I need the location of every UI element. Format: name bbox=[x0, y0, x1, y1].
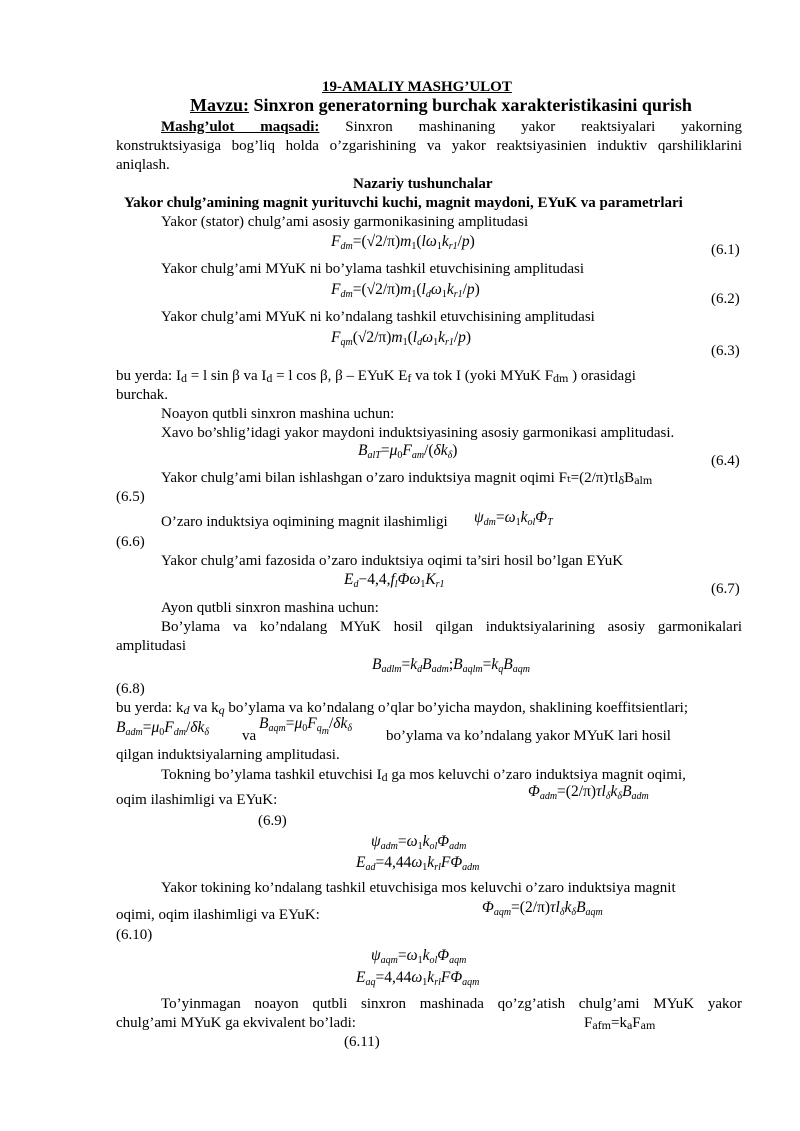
goal-line-2: konstruktsiyasiga bog’liq holda o’zgarishining va yakor reaktsiyasinien induktiv qarshiliklarini bbox=[116, 138, 742, 154]
equation-6-3: $F_{qm}(√2/\pi)m_1(l_d\omega_1k_{r1}/p)$ bbox=[331, 329, 472, 348]
section-title: Nazariy tushunchalar bbox=[353, 176, 493, 192]
text-flux-linkage: O’zaro induktsiya oqimining magnit ilashimligi bbox=[161, 514, 448, 530]
equation-number: (6.8) bbox=[116, 681, 145, 697]
text-induction-harmonics: Bo’ylama va ko’ndalang MYuK hosil qilgan induktsiyalarining asosiy garmonikalari bbox=[161, 619, 742, 635]
equation-6-11: $F_{afm}=k_aF_{am}$ bbox=[584, 1015, 656, 1032]
equation-number: (6.3) bbox=[711, 343, 740, 359]
goal-line-3: aniqlash. bbox=[116, 157, 170, 173]
equation-number: (6.2) bbox=[711, 291, 740, 307]
text-flux-emf: oqim ilashimligi va EYuK: bbox=[116, 792, 278, 808]
topic-label: Mavzu: bbox=[190, 95, 249, 115]
text-airgap-induction: Xavo bo’shlig’idagi yakor maydoni induktsiyasining asosiy garmonikasi amplitudasi. bbox=[161, 425, 675, 441]
goal-label: Mashg’ulot maqsadi: bbox=[161, 119, 320, 135]
text-transverse-amplitude: Yakor chulg’ami MYuK ni ko’ndalang tashkil etuvchisining amplitudasi bbox=[161, 309, 595, 325]
text-equivalent: chulg’ami MYuK ga ekvivalent bo’ladi: bbox=[116, 1015, 356, 1031]
text-stator-amplitude: Yakor (stator) chulg’ami asosiy garmonikasining amplitudasi bbox=[161, 214, 529, 230]
text-emf-phase: Yakor chulg’ami fazosida o’zaro induktsiya oqimi ta’siri hosil bo’lgan EYuK bbox=[161, 553, 624, 569]
equation-6-4: $B_{alT}=\mu_0F_{am}/(\delta k_\delta)$ bbox=[358, 442, 458, 461]
text-where-currents: bu yerda: $I_d = l$ sin β va $I_d = l$ cos β, β – EYuK $E_f$ va tok I (yoki MYuK $F_{dm}$ ) orasidagi bbox=[116, 368, 636, 385]
equation-e-ad: $E_{ad}=4,44\omega_1k_{rl}F\Phi_{adm}$ bbox=[356, 854, 480, 873]
equation-number: (6.11) bbox=[344, 1034, 380, 1050]
text-transverse-current: Yakor tokining ko’ndalang tashkil etuvchisiga mos keluvchi o’zaro induktsiya magnit bbox=[161, 880, 676, 896]
equation-phi-adm: $\Phi_{adm}=(2/\pi)\tau l_\delta k_\delta B_{adm}$ bbox=[528, 783, 649, 802]
equation-6-1: $F_{dm}=(√2/\pi)m_1(l\omega_1k_{r1}/p)$ bbox=[331, 233, 475, 252]
text-longitudinal-current: Tokning bo’ylama tashkil etuvchisi $I_d$ ga mos keluvchi o’zaro induktsiya magnit oqimi, bbox=[161, 767, 686, 784]
equation-e-aq: $E_{aq}=4,44\omega_1k_{rl}F\Phi_{aqm}$ bbox=[356, 969, 480, 988]
text-mutual-flux: Yakor chulg’ami bilan ishlashgan o’zaro induktsiya magnit oqimi $F_t=(2/\pi)\tau l_\delta B_{alm}$ bbox=[161, 470, 653, 487]
equation-number: (6.1) bbox=[711, 242, 740, 258]
text-salient-machine: Ayon qutbli sinxron mashina uchun: bbox=[161, 600, 379, 616]
equation-baqm: $B_{aqm}=\mu_0F_{q_m}/\delta k_\delta$ bbox=[259, 715, 352, 737]
text-flux-emf-q: oqimi, oqim ilashimligi va EYuK: bbox=[116, 907, 320, 923]
topic-text: Sinxron generatorning burchak xarakteristikasini qurish bbox=[248, 95, 692, 115]
equation-number: (6.5) bbox=[116, 489, 145, 505]
equation-number: (6.6) bbox=[116, 534, 145, 550]
equation-psi-adm: $\psi_{adm}=\omega_1k_{ol}\Phi_{adm}$ bbox=[371, 833, 467, 852]
text-amplitude: amplitudasi bbox=[116, 638, 186, 654]
text-field-coefficients: bu yerda: $k_d$ va $k_q$ bo’ylama va ko’ndalang o’qlar bo’yicha maydon, shaklining koeffitsientlari; bbox=[116, 700, 689, 717]
text-longitudinal-amplitude: Yakor chulg’ami MYuK ni bo’ylama tashkil etuvchisining amplitudasi bbox=[161, 261, 585, 277]
text-and: va bbox=[242, 728, 257, 744]
equation-number: (6.10) bbox=[116, 927, 153, 943]
equation-number: (6.9) bbox=[258, 813, 287, 829]
equation-psi-aqm: $\psi_{aqm}=\omega_1k_{ol}\Phi_{aqm}$ bbox=[371, 947, 467, 966]
text-induction-amplitude: qilgan induktsiyalarning amplitudasi. bbox=[116, 747, 340, 763]
practice-heading: 19-AMALIY MASHG’ULOT bbox=[322, 79, 512, 95]
equation-phi-aqm: $\Phi_{aqm}=(2/\pi)\tau l_\delta k_\delta B_{aqm}$ bbox=[482, 899, 603, 918]
equation-badm: $B_{adm}=\mu_0F_{dm}/\delta k_\delta$ bbox=[116, 719, 209, 738]
text-nonsalient-machine: Noayon qutbli sinxron mashina uchun: bbox=[161, 406, 395, 422]
equation-6-8: $B_{adlm}=k_dB_{adm};B_{aqlm}=k_qB_{aqm}$ bbox=[372, 656, 530, 675]
equation-number: (6.7) bbox=[711, 581, 740, 597]
equation-6-6: $\psi_{dm}=\omega_1k_{ol}\Phi_T$ bbox=[474, 509, 553, 528]
topic-line bbox=[190, 96, 692, 115]
section-subtitle: Yakor chulg’amining magnit yurituvchi kuchi, magnit maydoni, EYuK va parametrlari bbox=[124, 195, 683, 211]
goal-text-1: Sinxron mashinaning yakor reaktsiyalari yakorning bbox=[319, 119, 742, 135]
text-unsaturated-machine: To’yinmagan noayon qutbli sinxron mashinada qo’zg’atish chulg’ami MYuK yakor bbox=[161, 996, 742, 1012]
text-angle: burchak. bbox=[116, 387, 169, 403]
equation-6-7: $E_d-4,4,f_l\Phi\omega_1K_{r1}$ bbox=[344, 571, 445, 590]
equation-6-2: $F_{dm}=(√2/\pi)m_1(l_d\omega_1k_{r1}/p)$ bbox=[331, 281, 480, 300]
equation-number: (6.4) bbox=[711, 453, 740, 469]
text-armature-mmf: bo’ylama va ko’ndalang yakor MYuK lari hosil bbox=[386, 728, 671, 744]
